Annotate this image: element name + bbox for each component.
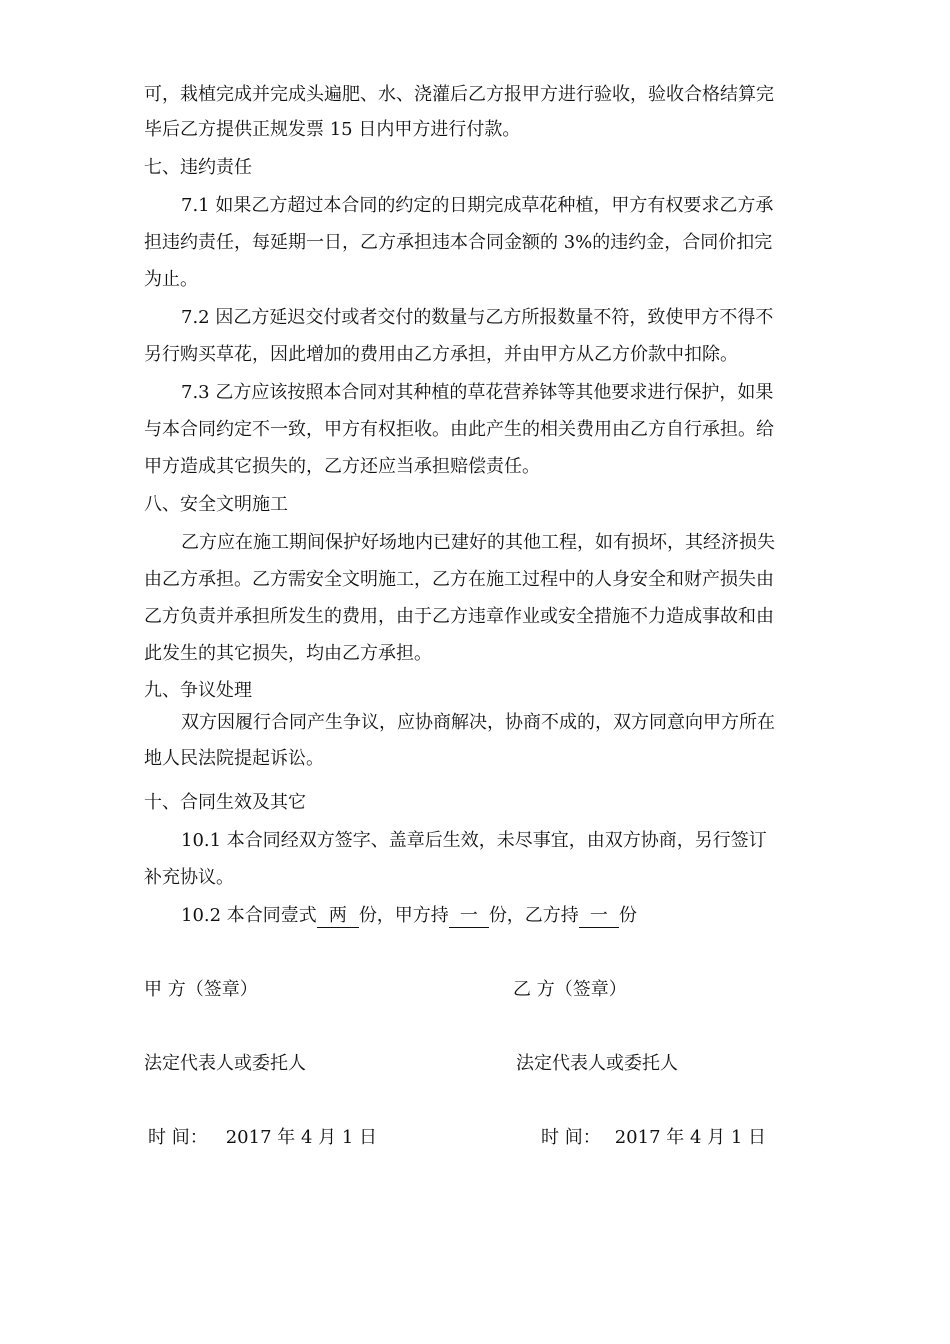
text-line: 毕后乙方提供正规发票 15 日内甲方进行付款。 bbox=[144, 119, 521, 140]
text-line: 另行购买草花，因此增加的费用由乙方承担，并由甲方从乙方价款中扣除。 bbox=[144, 344, 738, 365]
text-line: 可，栽植完成并完成头遍肥、水、浇灌后乙方报甲方进行验收，验收合格结算完 bbox=[144, 84, 774, 105]
section-heading-9: 九、争议处理 bbox=[144, 680, 252, 701]
text-line: 乙方应在施工期间保护好场地内已建好的其他工程，如有损坏，其经济损失 bbox=[181, 532, 775, 553]
copies-total-field: 两 bbox=[317, 905, 359, 928]
text-line: 由乙方承担。乙方需安全文明施工，乙方在施工过程中的人身安全和财产损失由 bbox=[144, 569, 774, 590]
text-line: 7.1 如果乙方超过本合同的约定的日期完成草花种植，甲方有权要求乙方承 bbox=[181, 195, 774, 216]
copies-mid2: 份，乙方持 bbox=[488, 905, 579, 926]
party-a-time-label: 时 间： bbox=[148, 1127, 208, 1148]
copies-mid1: 份，甲方持 bbox=[358, 905, 449, 926]
party-a-representative: 法定代表人或委托人 bbox=[144, 1053, 306, 1074]
copies-post: 份 bbox=[618, 905, 637, 926]
party-a-signature-label: 甲 方（签章） bbox=[144, 979, 258, 1000]
copies-pre: 10.2 本合同壹式 bbox=[181, 905, 317, 926]
party-b-signature-label: 乙 方（签章） bbox=[513, 979, 627, 1000]
copies-party-a-field: 一 bbox=[449, 905, 489, 928]
text-line: 甲方造成其它损失的，乙方还应当承担赔偿责任。 bbox=[144, 456, 540, 477]
party-b-time-label: 时 间： bbox=[541, 1127, 601, 1148]
section-heading-7: 七、违约责任 bbox=[144, 157, 252, 178]
text-line: 双方因履行合同产生争议，应协商解决，协商不成的，双方同意向甲方所在 bbox=[181, 712, 775, 733]
copies-party-b-field: 一 bbox=[579, 905, 619, 928]
copies-clause bbox=[181, 904, 637, 928]
party-b-time bbox=[541, 1126, 766, 1150]
party-a-time bbox=[148, 1126, 377, 1150]
text-line: 与本合同约定不一致，甲方有权拒收。由此产生的相关费用由乙方自行承担。给 bbox=[144, 419, 774, 440]
section-heading-8: 八、安全文明施工 bbox=[144, 494, 288, 515]
text-line: 7.2 因乙方延迟交付或者交付的数量与乙方所报数量不符，致使甲方不得不 bbox=[181, 307, 774, 328]
text-line: 担违约责任，每延期一日，乙方承担违本合同金额的 3%的违约金，合同价扣完 bbox=[144, 232, 773, 253]
party-b-date: 2017 年 4 月 1 日 bbox=[614, 1127, 767, 1148]
party-b-representative: 法定代表人或委托人 bbox=[516, 1053, 678, 1074]
text-line: 补充协议。 bbox=[144, 867, 234, 888]
text-line: 地人民法院提起诉讼。 bbox=[144, 748, 324, 769]
party-a-date: 2017 年 4 月 1 日 bbox=[225, 1127, 378, 1148]
text-line: 此发生的其它损失，均由乙方承担。 bbox=[144, 643, 432, 664]
text-line: 乙方负责并承担所发生的费用，由于乙方违章作业或安全措施不力造成事故和由 bbox=[144, 606, 774, 627]
text-line: 为止。 bbox=[144, 269, 198, 290]
text-line: 10.1 本合同经双方签字、盖章后生效，未尽事宜，由双方协商，另行签订 bbox=[181, 830, 767, 851]
section-heading-10: 十、合同生效及其它 bbox=[144, 792, 306, 813]
text-line: 7.3 乙方应该按照本合同对其种植的草花营养钵等其他要求进行保护，如果 bbox=[181, 382, 774, 403]
